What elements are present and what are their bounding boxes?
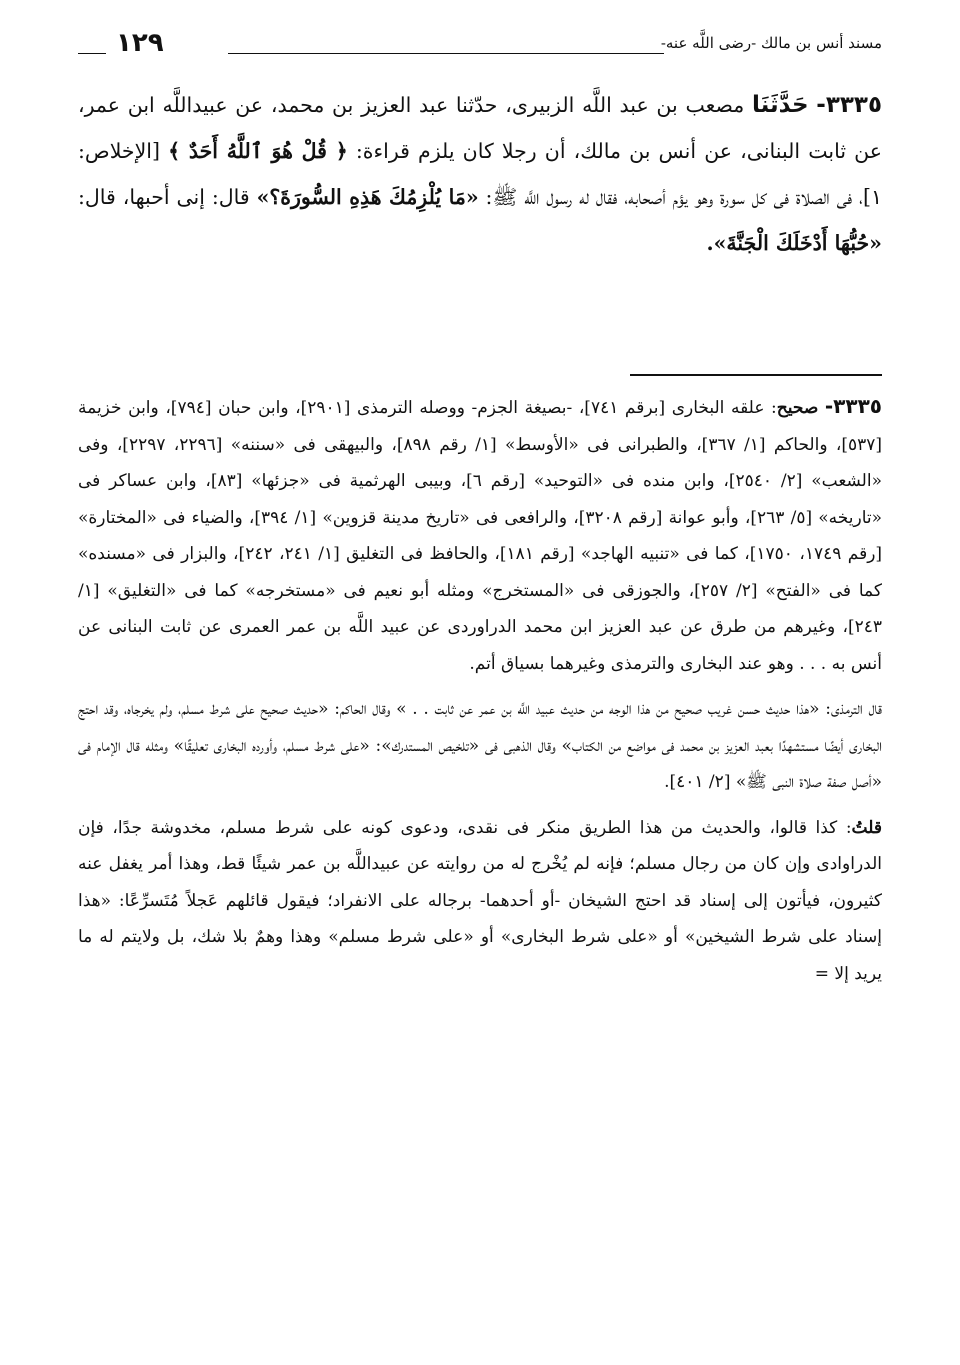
header-rule xyxy=(228,53,664,54)
qult-label: قلتُ xyxy=(851,817,882,838)
footnote-takhrij xyxy=(78,388,882,682)
hadith-grade: صحيح xyxy=(776,398,819,418)
footnote-scholars: قال الترمذى: «هذا حديث حسن غريب صحيح من هذا الوجه من حديث عبيد اللَّه بن عمر عن ثابت . . » وقال الحاكم: «حديث صحيح على شرط مسلم، ولم يخرجاه، وقد احتج البخارى أيضًا مستشهدًا بعبد العزيز بن محمد فى مواضع من الكتاب» وقال الذهبى فى «تلخيص المستدرك»: «على شرط مسلم، وأورده البخارى تعليقًا» ومثله قال الإمام فى «أصل صفة صلاة النبى ﷺ» [٢/ ٤٠١]. xyxy=(78,699,882,792)
prophet-quote: «مَا يُلْزِمُكَ هَذِهِ السُّورَةَ؟» xyxy=(256,185,479,209)
hadith-text xyxy=(78,82,882,266)
hadith-reply: قال: إنى أحبها، قال: xyxy=(78,185,250,209)
footnotes xyxy=(78,388,882,1001)
quran-verse: ﴿ قُلْ هُوَ ٱللَّهُ أَحَدٌ ﴾ xyxy=(168,139,348,163)
running-title: مسند أنس بن مالك -رضى اللَّه عنه- xyxy=(660,34,882,52)
page-header xyxy=(78,22,882,66)
footnote-number: ٣٣٣٥- xyxy=(824,394,882,418)
author-comment-text: : كذا قالوا، والحديث من هذا الطريق منكر فى نقدى، ودعوى كونه على شرط مسلم، مخدوشة جدًا، فإن الدراوادى وإن كان من رجال مسلم؛ فإنه لم يُخْرج له من روايته عن عبيداللَّه بن عمر شيئًا قط، وهذا أمر يغفل عنه كثيرون، فيأتون إلى إسناد قد احتج الشيخان -أو أحدهما- برجاله على الانفراد؛ فيقول قائلهم عَجلاً مُتَسرِّعًا: «هذا إسناد على شرط الشيخين» أو «على شرط البخارى» أو «على شرط مسلم» وهذا وهمٌ بلا شك، بل ولايتم له ما يريد إلا = xyxy=(78,817,882,984)
hadith-body: [الإخلاص: ١]، فى الصلاة فى كل سورة وهو يؤم أصحابه، فقال له رسول اللَّه ﷺ: xyxy=(78,139,882,209)
hadith-chain: مصعب بن عبد اللَّه الزبيرى، حدّثنا عبد العزيز بن محمد، عن عبيداللَّه ابن عمر، عن ثابت البنانى، عن أنس بن مالك، أن رجلا كان يلزم قراءة: xyxy=(78,93,882,163)
takhrij-text: : علقه البخارى [برقم ٧٤١]، -بصيغة الجزم- ووصله الترمذى [٢٩٠١]، وابن حبان [٧٩٤]، وابن خزيمة [٥٣٧]، والحاكم [١/ ٣٦٧]، والطبرانى فى «الأوسط» [١/ رقم ٨٩٨]، والبيهقى فى «سننه» [٢٢٩٦، ٢٢٩٧]، وفى «الشعب» [٢/ ٢٥٤٠]، وابن منده فى «التوحيد» [رقم ٦]، وبيبى الهرثمية فى «جزئها» [٨٣]، وابن عساكر فى «تاريخه» [٥/ ٢٦٣]، وأبو عوانة [رقم ٣٢٠٨]، والرافعى فى «تاريخ مدينة قزوين» [١/ ٣٩٤]، والضياء فى «المختارة» [رقم ١٧٤٩، ١٧٥٠]، كما فى «تنبيه الهاجد» [رقم ١٨١]، والحافظ فى التغليق [١/ ٢٤١، ٢٤٢]، والبزار فى «مسنده» كما فى «الفتح» [٢/ ٢٥٧]، والجوزقى فى «المستخرج» ومثله أبو نعيم فى «مستخرجه» كما فى «التغليق» [١/ ٢٤٣]، وغيرهم من طرق عن عبد العزيز ابن محمد الدراوردى عن عبيد اللَّه بن عمر العمرى عن ثابت البنانى عن أنس به . . . وهو عند البخارى والترمذى وغيرهما بسياق أتم. xyxy=(78,398,883,674)
hadith-paragraph xyxy=(78,82,882,266)
footnote-author-comment xyxy=(78,810,882,993)
prophet-quote-2: «حُبُّهَا أَدْخَلَكَ الْجَنَّةَ». xyxy=(706,231,882,255)
header-rule-end xyxy=(78,53,106,54)
hadith-lead-word: حَدَّثَنَا xyxy=(752,92,809,118)
page-number: ١٢٩ xyxy=(116,28,164,58)
hadith-number: ٣٣٣٥- xyxy=(816,92,882,118)
footnote-separator xyxy=(630,374,882,376)
